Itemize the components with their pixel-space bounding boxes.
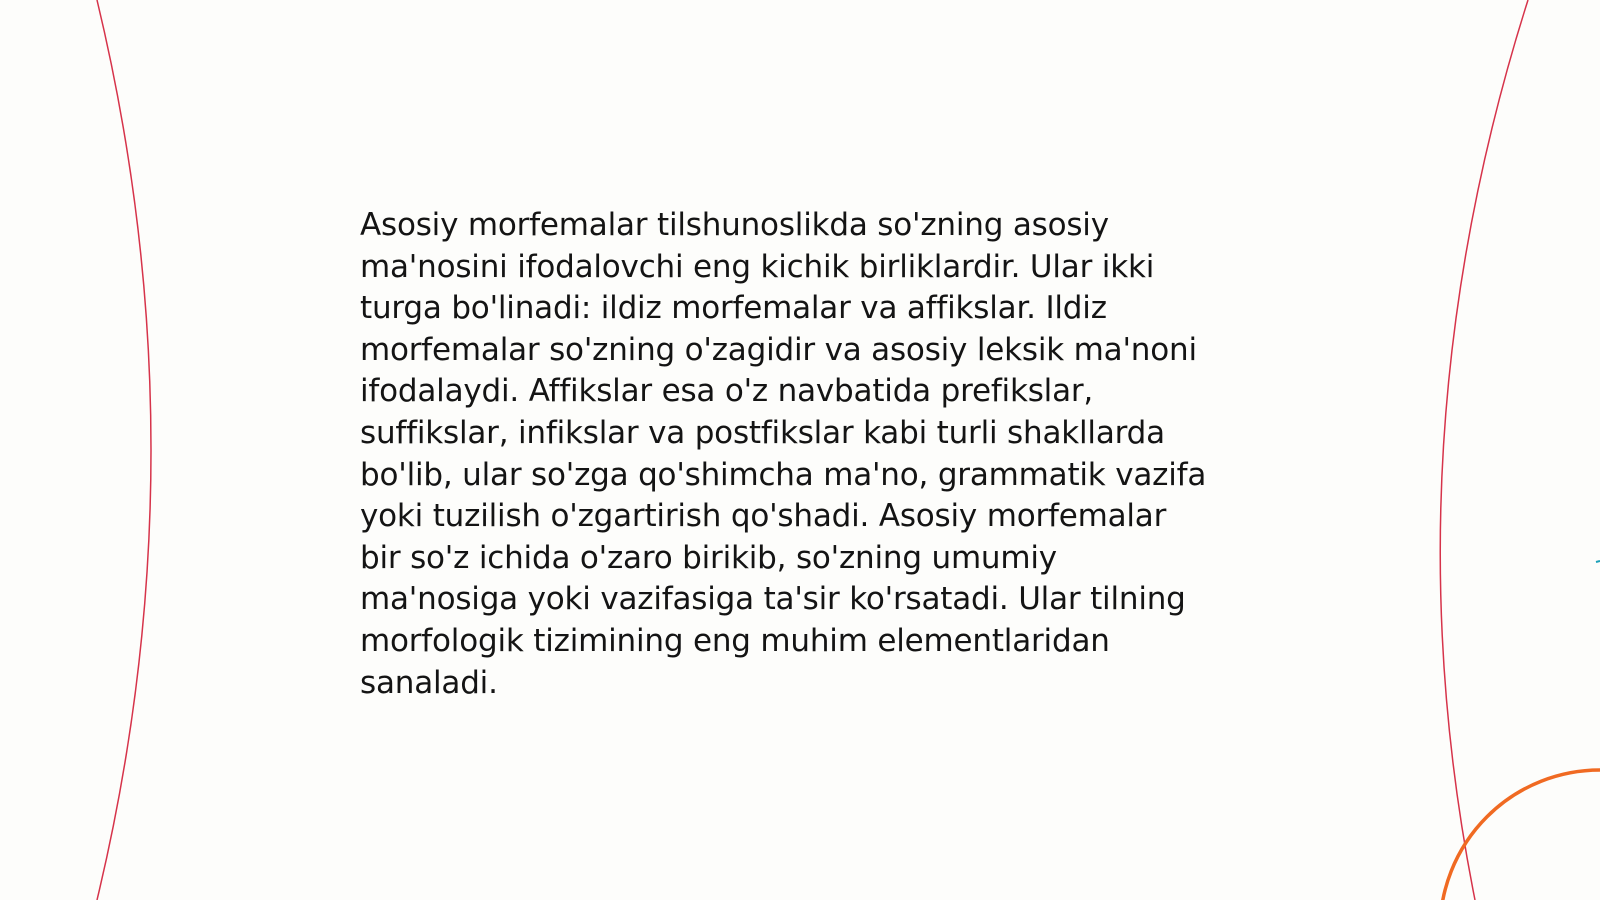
body-paragraph: Asosiy morfemalar tilshunoslikda so'zning asosiy ma'nosini ifodalovchi eng kichik birliklardir. Ular ikki turga bo'linadi: ildiz morfemalar va affikslar. Ildiz morfemalar so'zning o'zagidir va asosiy leksik ma'noni ifodalaydi. Affikslar esa o'z navbatida prefikslar, suffikslar, infikslar va postfikslar kabi turli shakllarda bo'lib, ular so'zga qo'shimcha ma'no, grammatik vazifa yoki tuzilish o'zgartirish qo'shadi. Asosiy morfemalar bir so'z ichida o'zaro birikib, so'zning umumiy ma'nosiga yoki vazifasiga ta'sir ko'rsatadi. Ular tilning morfologik tizimining eng muhim elementlaridan sanaladi. — [360, 207, 1207, 701]
orange-arc — [1440, 770, 1600, 900]
teal-mark — [1596, 561, 1600, 562]
right-curve — [1440, 0, 1528, 900]
left-curve — [97, 0, 151, 900]
